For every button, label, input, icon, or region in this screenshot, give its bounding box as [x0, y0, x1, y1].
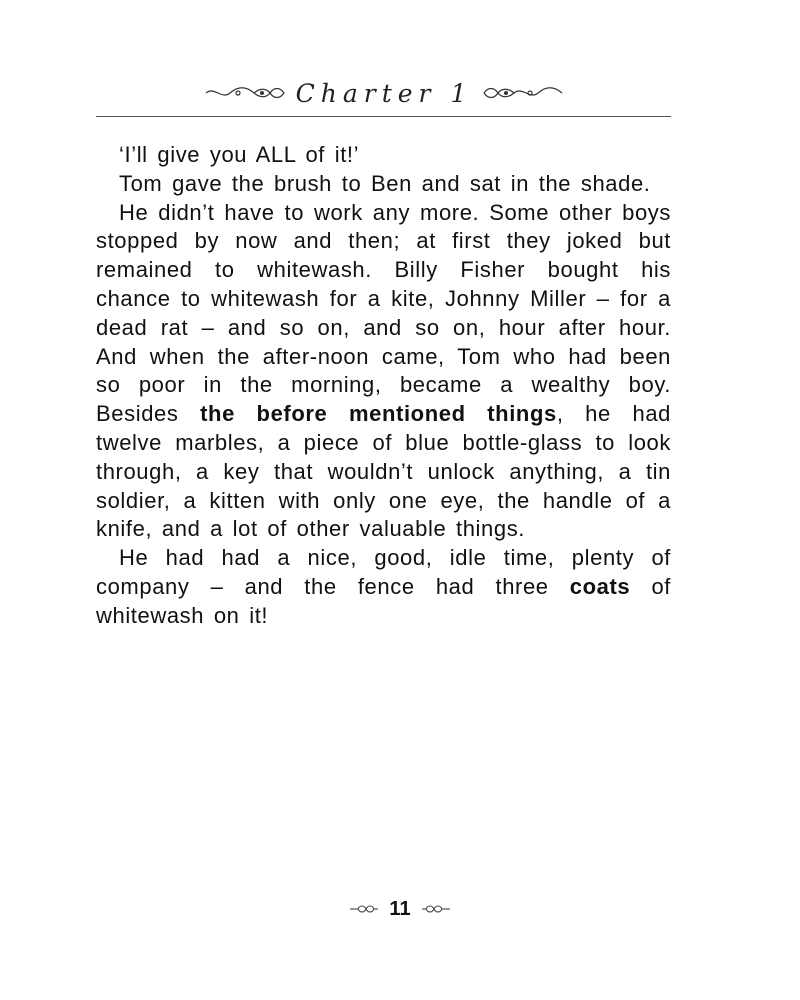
right-flourish-ornament: [482, 84, 564, 102]
left-flourish-ornament: [204, 84, 286, 102]
bold-word-coats: coats: [569, 573, 631, 599]
chapter-header: [96, 70, 672, 116]
paragraph-3: [96, 199, 671, 545]
paragraph-4-text-end: of whitewash on it!: [96, 573, 671, 628]
chapter-title: Charter 1: [295, 78, 473, 108]
page-footer: [0, 898, 800, 921]
page-number: 11: [389, 898, 411, 920]
page-body-text: [96, 141, 671, 631]
footer-left-ornament: [349, 901, 379, 919]
paragraph-1: ‘I’ll give you ALL of it!’: [119, 142, 360, 167]
header-divider-line: [96, 116, 671, 117]
paragraph-3-text-start: He didn’t have to work any more. Some other boys stopped by now and then; at first they joked but remained to whitewash. Billy Fisher bought his chance to whitewash for a kite, Johnny Miller – for a dead rat – and so on, and so on, hour after hour. And when the after-noon came, Tom who had been so poor in the morning, became a wealthy boy. Besides: [96, 199, 671, 427]
paragraph-3-text-end: , he had twelve marbles, a piece of blue bottle-glass to look through, a key that wouldn’t unlock anything, a tin soldier, a kitten with only one eye, the handle of a knife, and a lot of other valuable things.: [96, 401, 671, 542]
paragraph-4-text-start: He had had a nice, good, idle time, plenty of company – and the fence had three: [96, 545, 671, 599]
bold-phrase-before-mentioned-things: the before mentioned things: [200, 401, 557, 427]
footer-right-ornament: [421, 901, 451, 919]
paragraph-4: [96, 544, 671, 630]
paragraph-2: Tom gave the brush to Ben and sat in the shade.: [119, 170, 651, 196]
